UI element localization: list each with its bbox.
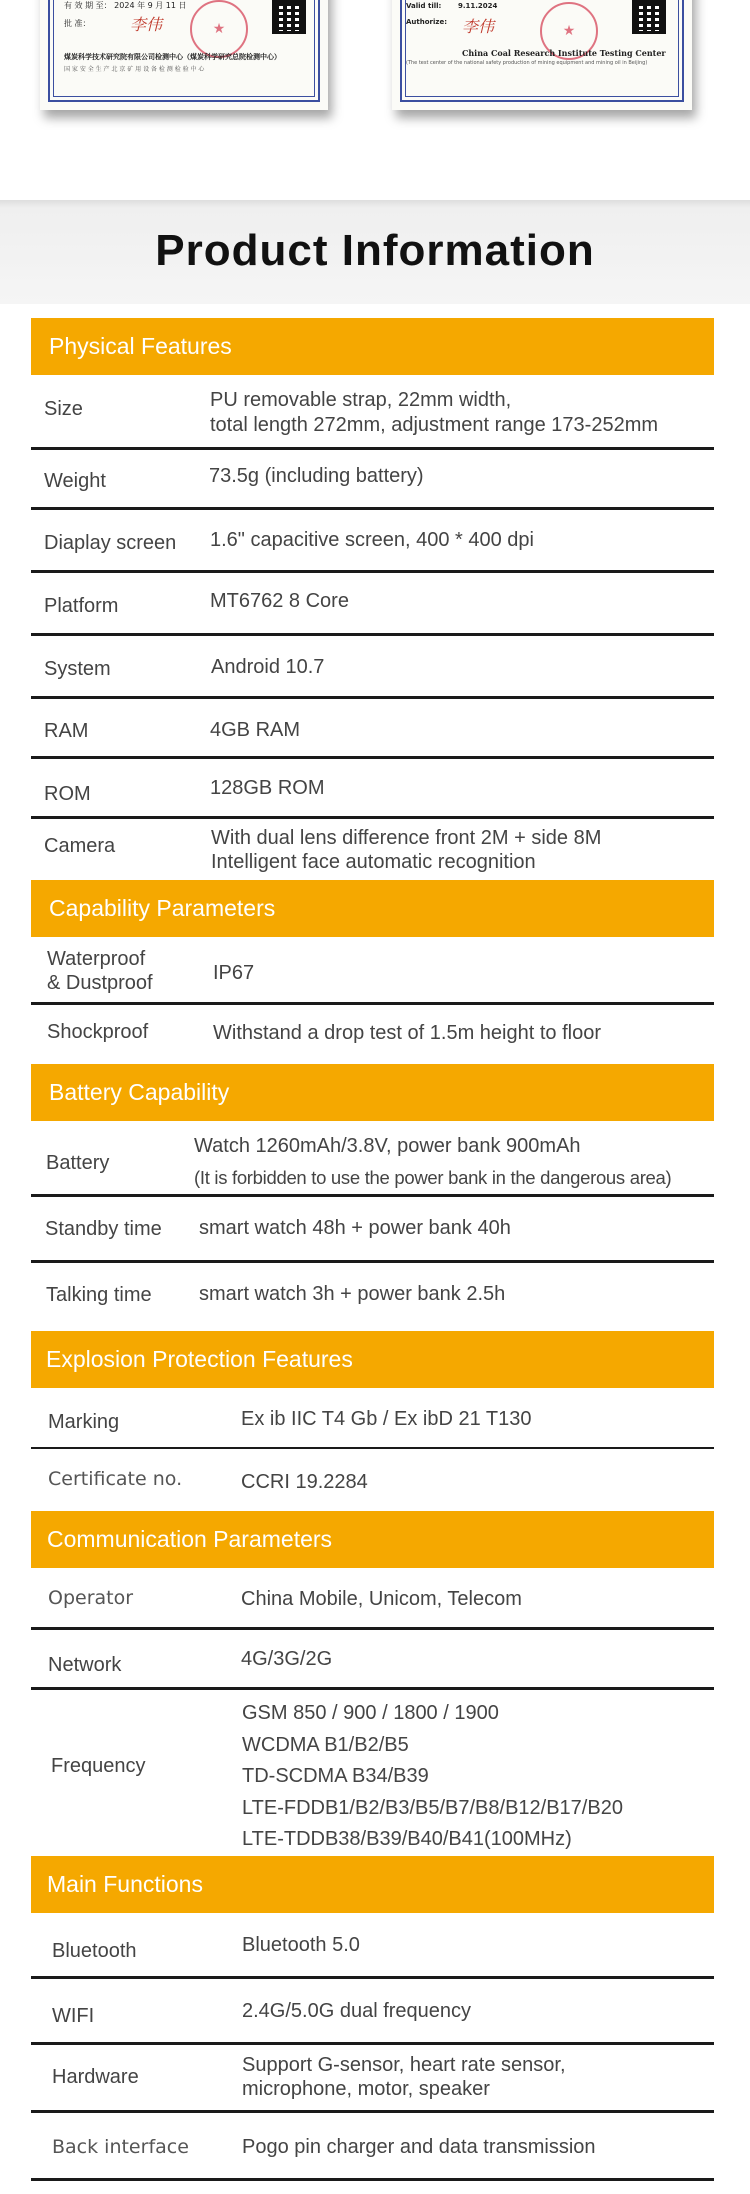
spec-label-line: & Dustproof [47, 972, 153, 994]
spec-row-platform [31, 573, 714, 636]
qr-code-icon [272, 0, 306, 34]
spec-value-line: 4G/3G/2G [241, 1648, 333, 1670]
spec-label: System [44, 658, 111, 680]
spec-value-note: (It is forbidden to use the power bank in the dangerous area) [194, 1167, 672, 1188]
spec-label: Certificate no. [48, 1468, 183, 1490]
spec-value-line: 128GB ROM [210, 777, 325, 799]
section-header-main-functions [31, 1856, 714, 1913]
spec-row-hardware [31, 2045, 714, 2113]
section-header-physical-features [31, 318, 714, 375]
spec-value [211, 826, 601, 874]
spec-value-line: With dual lens difference front 2M + side 8M [211, 827, 602, 849]
spec-row-ram [31, 699, 714, 759]
spec-value [210, 718, 300, 743]
spec-row-waterproof [31, 937, 714, 1005]
spec-value [210, 388, 658, 438]
spec-label: Network [48, 1654, 122, 1676]
cert-issuer-line: 煤炭科学技术研究院有限公司检测中心（煤炭科学研究总院检测中心） [64, 53, 281, 61]
spec-row-operator [31, 1568, 714, 1630]
spec-row-rom [31, 759, 714, 819]
section-title: Main Functions [47, 1871, 203, 1897]
spec-label: Talking time [46, 1284, 152, 1306]
spec-row-back-interface [31, 2113, 714, 2181]
cert-issuer-sub: 国 家 安 全 生 产 北 京 矿 用 设 备 检 测 检 验 中 心 [64, 66, 205, 73]
spec-value-line: 73.5g (including battery) [209, 465, 424, 487]
spec-value-line: total length 272mm, adjustment range 173-252mm [210, 414, 659, 436]
spec-value [209, 464, 424, 489]
section-title: Capability Parameters [49, 895, 276, 921]
spec-value [242, 1933, 360, 1958]
qr-code-icon [632, 0, 666, 34]
spec-value-line: smart watch 3h + power bank 2.5h [199, 1283, 506, 1305]
spec-value [241, 1407, 532, 1432]
spec-value-line: Ex ib IIC T4 Gb / Ex ibD 21 T130 [241, 1408, 532, 1430]
spec-row-size [31, 375, 714, 450]
spec-row-weight [31, 450, 714, 510]
spec-row-certificate-no [31, 1449, 714, 1511]
spec-label: Weight [44, 470, 106, 492]
spec-value-line: Watch 1260mAh/3.8V, power bank 900mAh [194, 1135, 581, 1157]
spec-value [213, 961, 254, 986]
spec-label: Battery [46, 1152, 110, 1174]
spec-value-line: WCDMA B1/B2/B5 [242, 1733, 409, 1756]
spec-value [194, 1130, 671, 1194]
spec-value [199, 1216, 511, 1241]
cert-seal-icon [190, 0, 248, 58]
cert-valid-value: 9.11.2024 [458, 2, 498, 10]
section-title: Explosion Protection Features [46, 1346, 353, 1372]
spec-value [210, 589, 349, 614]
spec-row-battery [31, 1121, 714, 1197]
spec-value-line: 1.6" capacitive screen, 400 * 400 dpi [210, 529, 534, 551]
spec-label: Operator [48, 1587, 134, 1609]
spec-value-line: smart watch 48h + power bank 40h [199, 1217, 511, 1239]
spec-value-line: Bluetooth 5.0 [242, 1934, 360, 1956]
spec-label: Hardware [52, 2066, 139, 2088]
spec-label [47, 947, 153, 995]
spec-value-line: Android 10.7 [211, 656, 325, 678]
section-header-capability-parameters [31, 880, 714, 937]
section-title: Communication Parameters [47, 1526, 333, 1552]
spec-row-camera [31, 819, 714, 879]
spec-label: Marking [48, 1411, 120, 1433]
spec-label: Diaplay screen [44, 532, 177, 554]
spec-label: Camera [44, 835, 116, 857]
spec-label: Back interface [52, 2136, 189, 2158]
certificate-english [392, 0, 692, 110]
cert-approve-line: 批 准： [64, 19, 91, 28]
spec-label: ROM [44, 783, 91, 805]
spec-value-line: Withstand a drop test of 1.5m height to floor [213, 1022, 601, 1044]
spec-row-network [31, 1630, 714, 1690]
spec-value-line: TD-SCDMA B34/B39 [242, 1765, 429, 1787]
spec-label: Bluetooth [52, 1940, 137, 1962]
spec-label: Platform [44, 595, 119, 617]
spec-value [242, 2053, 566, 2101]
certificates-strip [0, 0, 750, 200]
section-header-battery-capability [31, 1064, 714, 1121]
spec-value [241, 1647, 332, 1672]
spec-label: Frequency [51, 1755, 146, 1777]
spec-value [241, 1587, 522, 1612]
spec-value-line: GSM 850 / 900 / 1800 / 1900 [242, 1702, 499, 1724]
cert-center-name: China Coal Research Institute Testing Center [462, 48, 666, 58]
spec-value-line: LTE-FDDB1/B2/B3/B5/B7/B8/B12/B17/B20 [242, 1796, 623, 1819]
spec-row-shockproof [31, 1005, 714, 1065]
spec-value [199, 1282, 505, 1307]
cert-signature: 李伟 [130, 15, 163, 34]
spec-row-talking-time [31, 1263, 714, 1329]
spec-value [210, 776, 324, 801]
spec-value [211, 655, 324, 680]
spec-value [242, 1698, 623, 1856]
spec-label: WIFI [52, 2005, 95, 2027]
spec-label: RAM [44, 720, 89, 742]
spec-value-line: IP67 [213, 962, 255, 984]
page-title: Product Information [155, 226, 595, 275]
spec-row-wifi [31, 1979, 714, 2045]
spec-value [242, 2135, 596, 2160]
spec-value-line: 2.4G/5.0G dual frequency [242, 2000, 472, 2022]
spec-value-line: MT6762 8 Core [210, 590, 349, 612]
section-title: Battery Capability [49, 1079, 230, 1105]
spec-value-line: CCRI 19.2284 [241, 1471, 368, 1493]
cert-validity-line: 有 效 期 至： 2024 年 9 月 11 日 [64, 1, 187, 10]
cert-valid-label: Valid till: [406, 2, 442, 10]
spec-row-marking [31, 1388, 714, 1449]
spec-label: Shockproof [47, 1021, 149, 1043]
cert-authorize-label: Authorize: [406, 18, 448, 26]
cert-center-note: (The test center of the national safety production of mining equipment and mining oil in Beijing) [406, 60, 648, 66]
spec-value-line: Support G-sensor, heart rate sensor, [242, 2054, 566, 2076]
spec-row-standby-time [31, 1197, 714, 1263]
spec-value [242, 1999, 471, 2024]
spec-value-line: Intelligent face automatic recognition [211, 851, 536, 873]
section-header-communication-parameters [31, 1511, 714, 1568]
spec-value [210, 528, 534, 553]
spec-value-line: China Mobile, Unicom, Telecom [241, 1588, 522, 1610]
spec-label-line: Waterproof [47, 948, 146, 970]
spec-row-frequency [31, 1690, 714, 1855]
spec-row-bluetooth [31, 1913, 714, 1979]
spec-value [213, 1021, 601, 1046]
spec-value [241, 1470, 368, 1495]
spec-row-display-screen [31, 510, 714, 573]
spec-value-line: microphone, motor, speaker [242, 2078, 490, 2100]
certificate-chinese [40, 0, 328, 110]
spec-label: Size [44, 398, 83, 420]
section-header-explosion-protection [31, 1331, 714, 1388]
spec-value-line: 4GB RAM [210, 719, 301, 741]
spec-label: Standby time [45, 1218, 162, 1240]
cert-signature: 李伟 [462, 17, 495, 36]
spec-row-system [31, 636, 714, 699]
spec-value-line: Pogo pin charger and data transmission [242, 2136, 596, 2158]
spec-value-line: PU removable strap, 22mm width, [210, 389, 512, 411]
section-title: Physical Features [49, 333, 232, 359]
spec-value-line: LTE-TDDB38/B39/B40/B41(100MHz) [242, 1828, 572, 1850]
